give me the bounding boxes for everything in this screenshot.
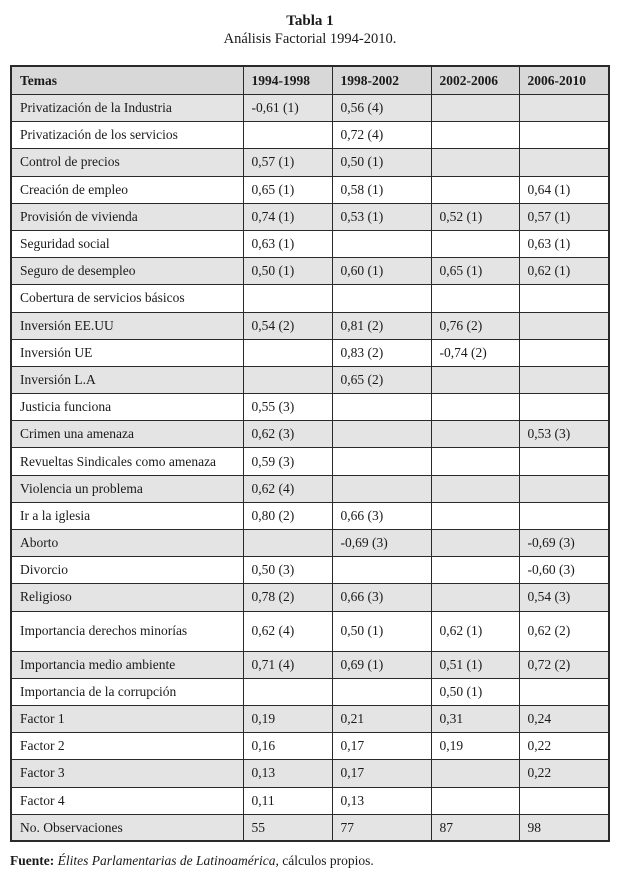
value-cell: 0,11: [243, 787, 332, 814]
value-cell: [332, 421, 431, 448]
value-cell: 0,57 (1): [519, 203, 609, 230]
table-row: [11, 312, 609, 339]
value-cell: 0,53 (1): [332, 203, 431, 230]
value-cell: 0,63 (1): [519, 230, 609, 257]
row-label-cell: Factor 4: [11, 787, 243, 814]
value-cell: [332, 475, 431, 502]
value-cell: [519, 502, 609, 529]
row-label-cell: Crimen una amenaza: [11, 421, 243, 448]
value-cell: 0,50 (1): [431, 678, 519, 705]
value-cell: [431, 448, 519, 475]
value-cell: 0,62 (1): [431, 611, 519, 651]
value-cell: [519, 285, 609, 312]
value-cell: [243, 122, 332, 149]
row-label-cell: Creación de empleo: [11, 176, 243, 203]
value-cell: [243, 366, 332, 393]
value-cell: 0,53 (3): [519, 421, 609, 448]
source-title: Élites Parlamentarias de Latinoamérica,: [57, 853, 279, 868]
table-row: [11, 394, 609, 421]
header-cell-1998-2002: 1998-2002: [332, 66, 431, 95]
value-cell: [332, 230, 431, 257]
value-cell: [243, 678, 332, 705]
row-label-cell: Divorcio: [11, 557, 243, 584]
row-label-cell: Aborto: [11, 530, 243, 557]
value-cell: 0,52 (1): [431, 203, 519, 230]
value-cell: [431, 122, 519, 149]
value-cell: 0,65 (2): [332, 366, 431, 393]
value-cell: [519, 149, 609, 176]
value-cell: 0,71 (4): [243, 651, 332, 678]
value-cell: -0,61 (1): [243, 95, 332, 122]
row-label-cell: Factor 2: [11, 733, 243, 760]
row-label-cell: Privatización de los servicios: [11, 122, 243, 149]
value-cell: [431, 285, 519, 312]
table-row: [11, 678, 609, 705]
value-cell: 0,17: [332, 760, 431, 787]
value-cell: -0,60 (3): [519, 557, 609, 584]
value-cell: 98: [519, 814, 609, 841]
table-row: [11, 258, 609, 285]
value-cell: [431, 787, 519, 814]
table-row: [11, 530, 609, 557]
value-cell: [332, 557, 431, 584]
table-row: [11, 787, 609, 814]
value-cell: 0,56 (4): [332, 95, 431, 122]
value-cell: [519, 448, 609, 475]
table-row: [11, 176, 609, 203]
row-label-cell: Factor 3: [11, 760, 243, 787]
value-cell: 0,57 (1): [243, 149, 332, 176]
value-cell: [243, 339, 332, 366]
source-note: [10, 853, 374, 869]
value-cell: 0,50 (1): [332, 149, 431, 176]
table-row: [11, 122, 609, 149]
header-cell-2006-2010: 2006-2010: [519, 66, 609, 95]
value-cell: [519, 787, 609, 814]
value-cell: 0,59 (3): [243, 448, 332, 475]
header-cell-temas: Temas: [11, 66, 243, 95]
value-cell: [431, 95, 519, 122]
value-cell: [519, 339, 609, 366]
value-cell: 0,50 (1): [332, 611, 431, 651]
value-cell: 0,19: [243, 705, 332, 732]
value-cell: 0,31: [431, 705, 519, 732]
value-cell: [431, 584, 519, 611]
table-row: [11, 95, 609, 122]
value-cell: 0,69 (1): [332, 651, 431, 678]
value-cell: [431, 394, 519, 421]
value-cell: [519, 366, 609, 393]
value-cell: 0,60 (1): [332, 258, 431, 285]
row-label-cell: Control de precios: [11, 149, 243, 176]
table-row: [11, 448, 609, 475]
value-cell: 0,65 (1): [431, 258, 519, 285]
row-label-cell: Violencia un problema: [11, 475, 243, 502]
row-label-cell: Privatización de la Industria: [11, 95, 243, 122]
value-cell: 0,50 (1): [243, 258, 332, 285]
value-cell: 0,80 (2): [243, 502, 332, 529]
value-cell: 0,22: [519, 733, 609, 760]
value-cell: [431, 530, 519, 557]
row-label-cell: Revueltas Sindicales como amenaza: [11, 448, 243, 475]
value-cell: 0,62 (1): [519, 258, 609, 285]
row-label-cell: Inversión UE: [11, 339, 243, 366]
value-cell: 0,76 (2): [431, 312, 519, 339]
value-cell: -0,74 (2): [431, 339, 519, 366]
row-label-cell: Ir a la iglesia: [11, 502, 243, 529]
value-cell: [431, 557, 519, 584]
row-label-cell: Importancia medio ambiente: [11, 651, 243, 678]
table-row: [11, 285, 609, 312]
value-cell: 0,62 (2): [519, 611, 609, 651]
value-cell: [519, 122, 609, 149]
value-cell: [243, 530, 332, 557]
value-cell: 0,74 (1): [243, 203, 332, 230]
value-cell: 0,55 (3): [243, 394, 332, 421]
table-row: [11, 584, 609, 611]
value-cell: 0,81 (2): [332, 312, 431, 339]
value-cell: 0,54 (2): [243, 312, 332, 339]
value-cell: -0,69 (3): [519, 530, 609, 557]
table-row: [11, 366, 609, 393]
value-cell: 0,63 (1): [243, 230, 332, 257]
value-cell: 0,21: [332, 705, 431, 732]
row-label-cell: Inversión L.A: [11, 366, 243, 393]
table-row: [11, 421, 609, 448]
value-cell: [431, 366, 519, 393]
value-cell: 0,24: [519, 705, 609, 732]
value-cell: 0,17: [332, 733, 431, 760]
source-label: Fuente:: [10, 853, 55, 868]
title-block: [0, 12, 620, 48]
value-cell: [519, 312, 609, 339]
value-cell: 0,62 (4): [243, 475, 332, 502]
value-cell: 0,62 (3): [243, 421, 332, 448]
row-label-cell: Factor 1: [11, 705, 243, 732]
value-cell: [519, 95, 609, 122]
table-row: [11, 814, 609, 841]
value-cell: 0,16: [243, 733, 332, 760]
header-cell-1994-1998: 1994-1998: [243, 66, 332, 95]
header-cell-2002-2006: 2002-2006: [431, 66, 519, 95]
value-cell: 0,64 (1): [519, 176, 609, 203]
value-cell: [332, 394, 431, 421]
table-row: [11, 502, 609, 529]
value-cell: [431, 475, 519, 502]
value-cell: 0,62 (4): [243, 611, 332, 651]
table-row: [11, 611, 609, 651]
table-row: [11, 339, 609, 366]
value-cell: 0,58 (1): [332, 176, 431, 203]
row-label-cell: Importancia de la corrupción: [11, 678, 243, 705]
factor-analysis-table: [10, 65, 610, 842]
value-cell: [332, 678, 431, 705]
row-label-cell: Seguridad social: [11, 230, 243, 257]
value-cell: 0,13: [243, 760, 332, 787]
value-cell: [431, 502, 519, 529]
value-cell: [332, 448, 431, 475]
value-cell: 0,50 (3): [243, 557, 332, 584]
value-cell: 0,13: [332, 787, 431, 814]
table-label: Tabla 1: [286, 13, 334, 29]
value-cell: -0,69 (3): [332, 530, 431, 557]
table-row: [11, 705, 609, 732]
row-label-cell: Justicia funciona: [11, 394, 243, 421]
row-label-cell: No. Observaciones: [11, 814, 243, 841]
table-row: [11, 651, 609, 678]
row-label-cell: Importancia derechos minorías: [11, 611, 243, 651]
value-cell: 0,78 (2): [243, 584, 332, 611]
row-label-cell: Religioso: [11, 584, 243, 611]
row-label-cell: Cobertura de servicios básicos: [11, 285, 243, 312]
value-cell: [519, 394, 609, 421]
table-row: [11, 557, 609, 584]
header-row: [11, 66, 609, 95]
value-cell: [431, 176, 519, 203]
value-cell: 0,54 (3): [519, 584, 609, 611]
value-cell: [332, 285, 431, 312]
row-label-cell: Inversión EE.UU: [11, 312, 243, 339]
value-cell: 55: [243, 814, 332, 841]
value-cell: 0,65 (1): [243, 176, 332, 203]
table-row: [11, 475, 609, 502]
table-row: [11, 760, 609, 787]
table-row: [11, 230, 609, 257]
table-row: [11, 203, 609, 230]
value-cell: 0,83 (2): [332, 339, 431, 366]
value-cell: [519, 678, 609, 705]
value-cell: 0,19: [431, 733, 519, 760]
source-rest: cálculos propios.: [282, 853, 374, 868]
value-cell: 0,66 (3): [332, 584, 431, 611]
value-cell: [243, 285, 332, 312]
value-cell: [431, 421, 519, 448]
value-cell: 0,72 (2): [519, 651, 609, 678]
row-label-cell: Seguro de desempleo: [11, 258, 243, 285]
value-cell: 77: [332, 814, 431, 841]
table-row: [11, 149, 609, 176]
value-cell: 87: [431, 814, 519, 841]
value-cell: [431, 760, 519, 787]
row-label-cell: Provisión de vivienda: [11, 203, 243, 230]
table-caption: Análisis Factorial 1994-2010.: [223, 31, 397, 47]
value-cell: 0,66 (3): [332, 502, 431, 529]
value-cell: [431, 149, 519, 176]
value-cell: [519, 475, 609, 502]
value-cell: 0,22: [519, 760, 609, 787]
value-cell: [431, 230, 519, 257]
table-row: [11, 733, 609, 760]
value-cell: 0,72 (4): [332, 122, 431, 149]
value-cell: 0,51 (1): [431, 651, 519, 678]
